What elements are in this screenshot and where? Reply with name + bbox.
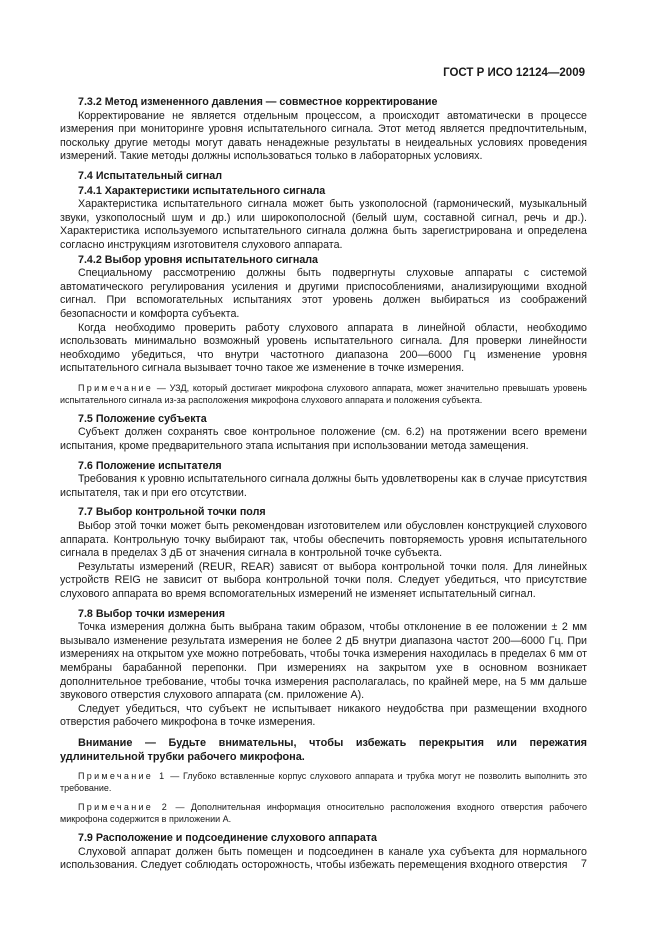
paragraph: Точка измерения должна быть выбрана таким образом, чтобы отклонение в ее положении ± 2 мм вызывало изменение результата измерения не более 2 дБ внутри диапазона частот 200—6000 Гц. При измерениях на открытом ухе можно потребовать, чтобы точка измерения находилась в пределах 6 мм от мембраны барабанной перепонки. При измерениях на закрытом ухе в основном возникает дополнительное требование, чтобы точка измерения располагалась, по крайней мере, на 5 мм дальше звукового отверстия слухового аппарата (см. приложение А). xyxy=(60,621,587,702)
note-label: Примечание 2 xyxy=(78,801,170,812)
document-body xyxy=(60,96,587,873)
note-text: — Глубоко вставленные корпус слухового аппарата и трубка могут не позволить выполнить это требование. xyxy=(60,770,587,794)
paragraph: Когда необходимо проверить работу слухового аппарата в линейной области, необходимо использовать минимально возможный уровень испытательного сигнала. Для проверки линейности необходимо убедиться, что внутри частотного диапазона 200—6000 Гц изменение уровня испытательного сигнала вызывает точно такое же изменение в точке измерения. xyxy=(60,321,587,375)
note-label: Примечание xyxy=(78,382,154,393)
note-text: — УЗД, который достигает микрофона слухового аппарата, может значительно превышать уровень испытательного сигнала из-за расположения микрофона слухового аппарата и положения субъекта. xyxy=(60,382,587,406)
paragraph: Требования к уровню испытательного сигнала должны быть удовлетворены как в случае присутствия испытателя, так и при его отсутствии. xyxy=(60,473,587,499)
paragraph: Специальному рассмотрению должны быть подвергнуты слуховые аппараты с системой автоматического регулирования усиления и другими приспособлениями, анализирующими входной сигнал. При вспомогательных испытаниях этот уровень должен выбираться из соображений безопасности и комфорта субъекта. xyxy=(60,267,587,320)
heading-7-8: 7.8 Выбор точки измерения xyxy=(78,607,225,620)
heading-7-4-1: 7.4.1 Характеристики испытательного сигнала xyxy=(78,184,326,197)
heading-7-7: 7.7 Выбор контрольной точки поля xyxy=(78,506,266,519)
note-text: — Дополнительная информация относительно расположения входного отверстия рабочего микрофона содержится в приложении А. xyxy=(60,801,587,825)
heading-7-5: 7.5 Положение субъекта xyxy=(78,412,207,425)
standard-designation: ГОСТ Р ИСО 12124—2009 xyxy=(443,67,585,79)
paragraph: Характеристика испытательного сигнала может быть узкополосной (гармонический, музыкальный звуки, узкополосный шум и др.) или широкополосной (белый шум, составной сигнал, речь и др.). Характеристика используемого испытательного сигнала должна быть зарегистрирована и определена согласно инструкциям изготовителя слухового аппарата. xyxy=(60,198,587,251)
heading-7-9: 7.9 Расположение и подсоединение слухового аппарата xyxy=(78,831,377,844)
paragraph: Слуховой аппарат должен быть помещен и подсоединен в канале уха субъекта для нормального использования. Следует соблюдать осторожность, чтобы избежать перемещения входного отверстия xyxy=(60,845,587,872)
note-1 xyxy=(60,770,587,795)
heading-7-4: 7.4 Испытательный сигнал xyxy=(78,169,223,182)
heading-7-3-2: 7.3.2 Метод измененного давления — совместное корректирование xyxy=(78,96,438,108)
note-2 xyxy=(60,801,587,826)
paragraph: Следует убедиться, что субъект не испытывает никакого неудобства при размещении входного отверстия рабочего микрофона в точке измерения. xyxy=(60,702,587,729)
paragraph: Субъект должен сохранять свое контрольное положение (см. 6.2) на протяжении всего времени испытания, кроме предварительного этапа испытания при использовании метода замещения. xyxy=(60,426,587,453)
paragraph: Выбор этой точки может быть рекомендован изготовителем или обусловлен конструкцией слухового аппарата. Контрольную точку выбирают так, чтобы обеспечить повторяемость уровня испытательного сигнала в пределах 3 дБ от значения сигнала в контрольной точке субъекта. xyxy=(60,520,587,560)
note-label: Примечание 1 xyxy=(78,770,167,781)
paragraph: Результаты измерений (REUR, REAR) зависят от выбора контрольной точки поля. Для линейных устройств REIG не зависит от выбора контрольной точки поля. Следует убедиться, что присутствие слухового аппарата во время вспомогательных измерений не изменяет испытательный сигнал. xyxy=(60,560,587,600)
paragraph: Корректирование не является отдельным процессом, а происходит автоматически в процессе измерения при мониторинге уровня испытательного сигнала. Этот метод является предпочтительным, поскольку другие методы могут давать ненадежные результаты в неидеальных условиях проведения измерений. Такие методы должны использоваться только в лабораторных условиях. xyxy=(60,109,587,163)
note xyxy=(60,382,587,407)
warning: Внимание — Будьте внимательны, чтобы избежать перекрытия или пережатия удлинительной трубки рабочего микрофона. xyxy=(60,736,587,763)
heading-7-6: 7.6 Положение испытателя xyxy=(78,459,222,472)
page-number: 7 xyxy=(580,858,587,870)
heading-7-4-2: 7.4.2 Выбор уровня испытательного сигнала xyxy=(78,253,319,266)
